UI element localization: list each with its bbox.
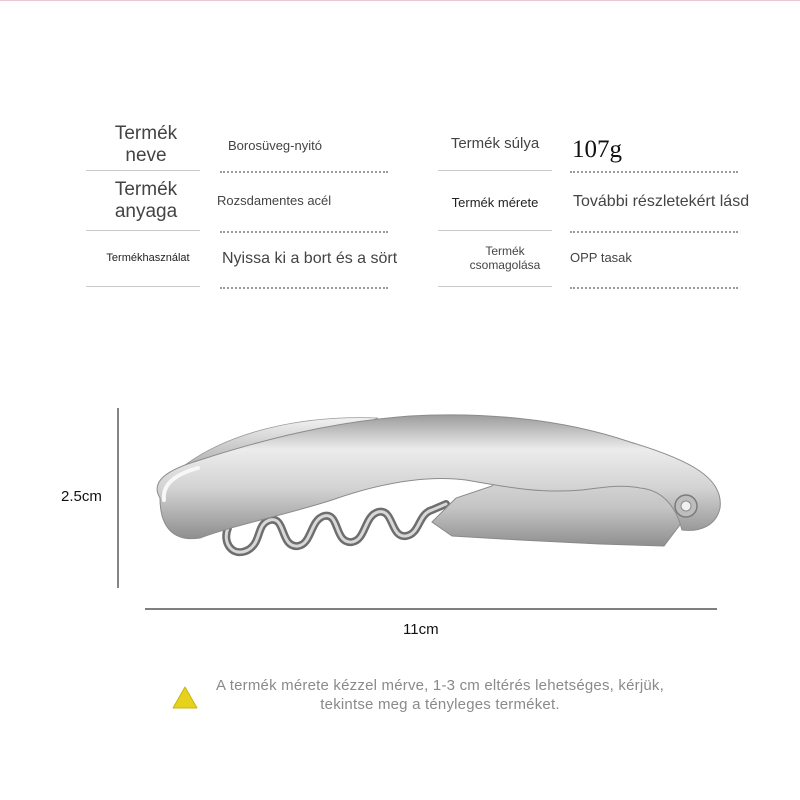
width-dimension-label: 11cm (403, 621, 439, 638)
row-divider (86, 170, 200, 171)
name-label: Termék neve (114, 123, 178, 166)
corkscrew-image (0, 380, 800, 660)
height-dimension-label: 2.5cm (61, 488, 102, 505)
measurement-notice (168, 676, 688, 716)
row-divider (438, 286, 552, 287)
row-divider-dotted (220, 287, 388, 289)
packaging-value: OPP tasak (570, 249, 632, 265)
weight-value: 107g (572, 135, 622, 163)
row-divider-dotted (220, 231, 388, 233)
material-value: Rozsdamentes acél (217, 192, 332, 208)
size-value: További részletekért lásd (573, 192, 750, 210)
row-divider (438, 230, 552, 231)
product-figure (0, 380, 800, 660)
row-divider-dotted (220, 171, 388, 173)
row-divider (86, 230, 200, 231)
row-divider (86, 286, 200, 287)
row-divider (438, 170, 552, 171)
usage-label: Termékhasználat (106, 251, 190, 264)
size-label: Termék mérete (451, 194, 539, 210)
warning-triangle-icon (170, 684, 200, 712)
row-divider-dotted (570, 231, 738, 233)
spec-table (0, 0, 800, 300)
packaging-label: Termék csomagolása (469, 244, 541, 272)
weight-label: Termék súlya (450, 135, 540, 153)
row-divider-dotted (570, 287, 738, 289)
usage-value: Nyissa ki a bort és a sört (222, 249, 398, 267)
row-divider-dotted (570, 171, 738, 173)
name-value: Borosüveg-nyitó (228, 137, 322, 153)
material-label: Termék anyaga (114, 179, 178, 222)
notice-text: A termék mérete kézzel mérve, 1-3 cm eltérés lehetséges, kérjük, tekintse meg a tényleges terméket. (216, 677, 664, 713)
